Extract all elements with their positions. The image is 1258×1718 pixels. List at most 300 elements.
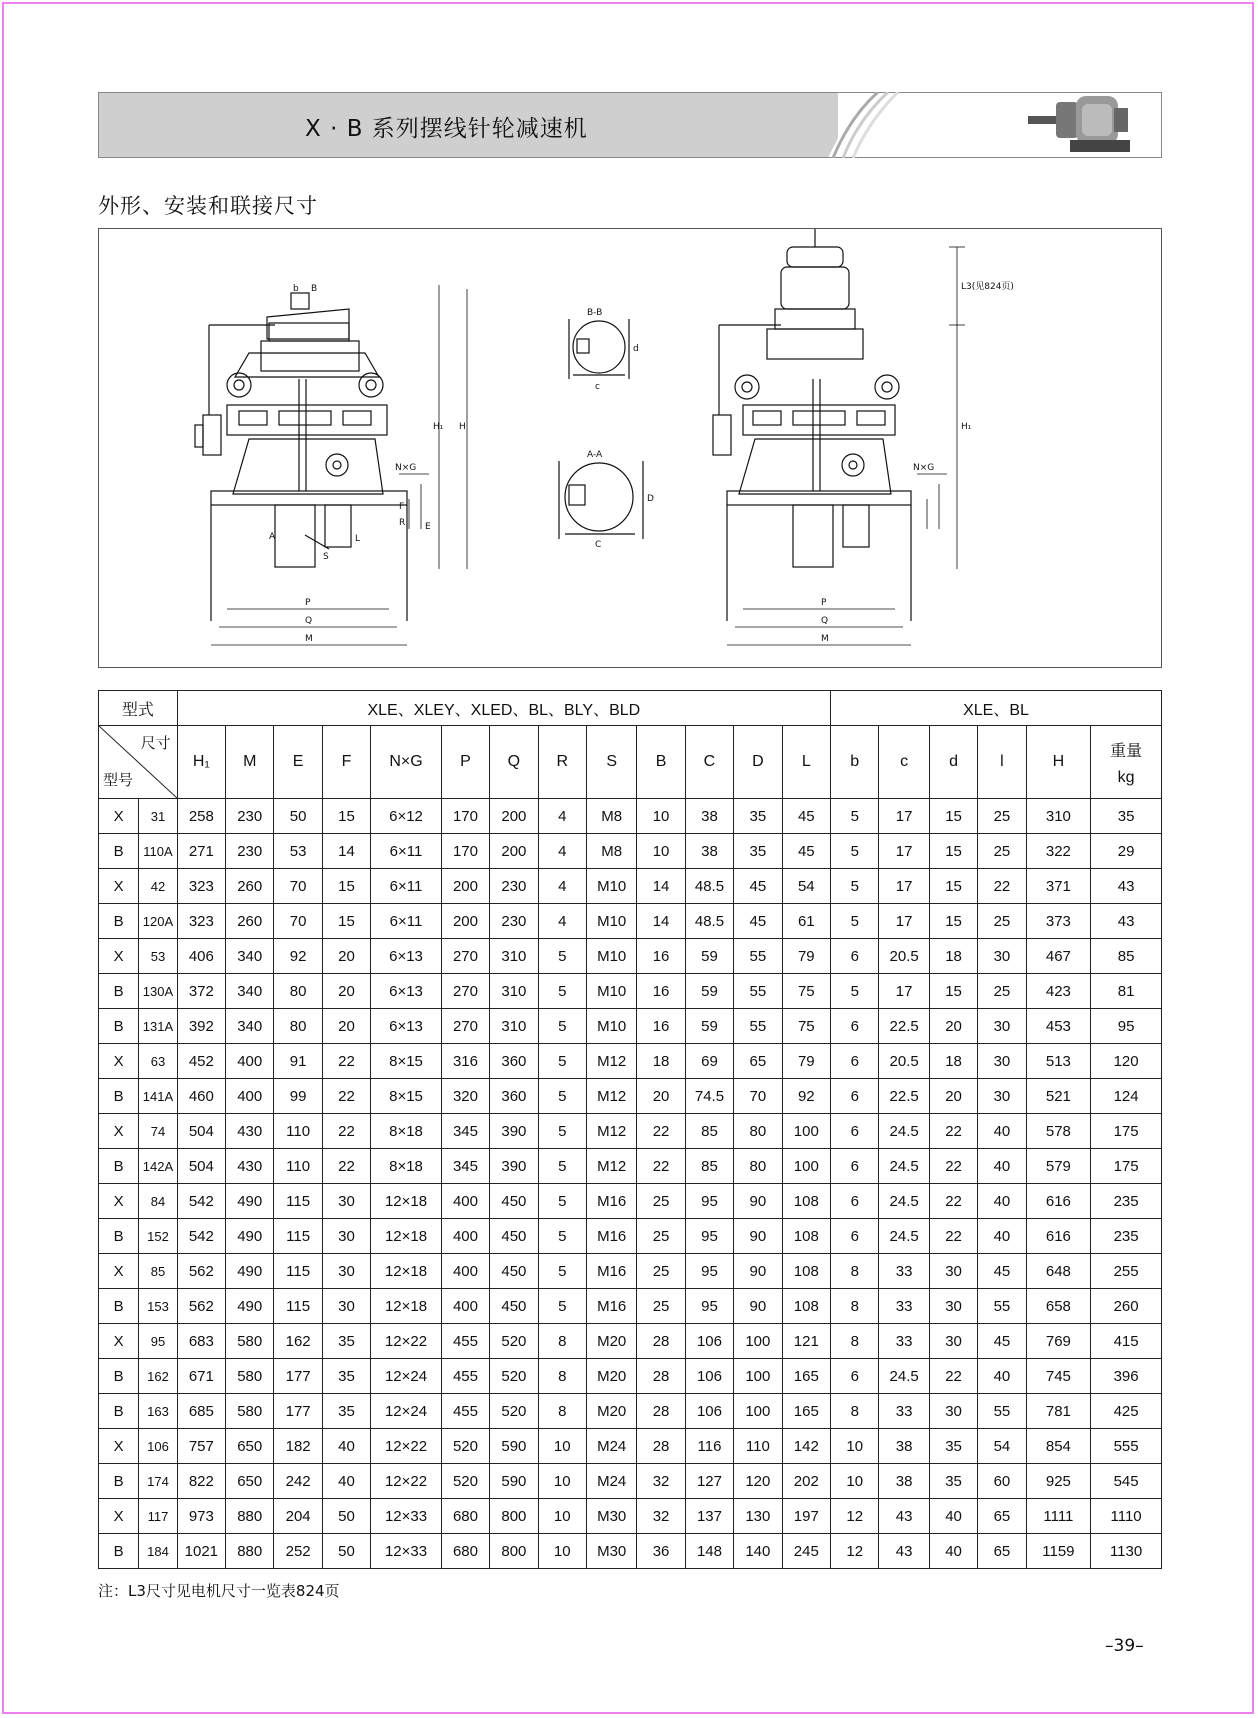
table-cell: 371: [1026, 869, 1091, 904]
model-cell: 31: [139, 799, 177, 834]
table-cell: 6: [831, 1184, 879, 1219]
table-cell: 6: [831, 1114, 879, 1149]
section-title: 外形、安装和联接尺寸: [98, 194, 318, 218]
table-cell: 20: [929, 1009, 977, 1044]
table-cell: M8: [586, 799, 636, 834]
weight-unit: kg: [1117, 768, 1135, 786]
table-cell: 12×24: [371, 1359, 442, 1394]
table-cell: 16: [637, 974, 685, 1009]
table-cell: 33: [879, 1254, 929, 1289]
model-cell: 106: [139, 1429, 177, 1464]
table-cell: 310: [1026, 799, 1091, 834]
section-view-bb: [569, 319, 629, 379]
table-cell: 22: [978, 869, 1026, 904]
dimension-table: [98, 690, 1162, 1569]
page-number: –39–: [1105, 1636, 1144, 1656]
dim-label-R: R: [399, 518, 406, 528]
table-cell: 323: [177, 869, 225, 904]
series-cell: B: [99, 1359, 139, 1394]
table-cell: 35: [734, 799, 782, 834]
table-row: [99, 1044, 1162, 1079]
table-cell: 45: [978, 1254, 1026, 1289]
table-cell: 92: [274, 939, 322, 974]
table-cell: 392: [177, 1009, 225, 1044]
table-cell: 40: [978, 1184, 1026, 1219]
table-cell: 430: [226, 1114, 274, 1149]
table-cell: 406: [177, 939, 225, 974]
table-cell: 100: [734, 1324, 782, 1359]
column-header: L: [782, 726, 831, 799]
table-cell: 5: [538, 939, 586, 974]
table-cell: M16: [586, 1184, 636, 1219]
table-cell: 490: [226, 1219, 274, 1254]
model-cell: 163: [139, 1394, 177, 1429]
table-cell: 650: [226, 1464, 274, 1499]
dim-label-H1-right: H₁: [961, 422, 972, 432]
table-cell: 175: [1091, 1149, 1162, 1184]
table-cell: 25: [978, 904, 1026, 939]
dim-label-P-right: P: [821, 598, 827, 608]
table-cell: 35: [1091, 799, 1162, 834]
table-cell: 579: [1026, 1149, 1091, 1184]
table-cell: 106: [685, 1394, 733, 1429]
table-cell: 17: [879, 799, 929, 834]
table-cell: 360: [490, 1044, 538, 1079]
table-cell: 230: [490, 904, 538, 939]
table-cell: 340: [226, 1009, 274, 1044]
table-row: [99, 1254, 1162, 1289]
table-cell: 204: [274, 1499, 322, 1534]
table-cell: 372: [177, 974, 225, 1009]
table-cell: 320: [441, 1079, 489, 1114]
table-cell: 25: [637, 1289, 685, 1324]
dim-label-D: D: [647, 494, 654, 504]
table-cell: 40: [929, 1499, 977, 1534]
table-cell: 75: [782, 974, 831, 1009]
table-cell: 235: [1091, 1184, 1162, 1219]
table-cell: 24.5: [879, 1219, 929, 1254]
table-cell: M30: [586, 1499, 636, 1534]
table-cell: 455: [441, 1394, 489, 1429]
table-cell: 61: [782, 904, 831, 939]
model-cell: 153: [139, 1289, 177, 1324]
dim-label-d: d: [633, 344, 639, 354]
column-header: H₁: [177, 726, 225, 799]
table-cell: 578: [1026, 1114, 1091, 1149]
table-cell: 55: [734, 974, 782, 1009]
table-cell: 15: [322, 869, 370, 904]
table-cell: 95: [685, 1184, 733, 1219]
table-cell: 5: [831, 869, 879, 904]
table-cell: 36: [637, 1534, 685, 1569]
table-cell: M20: [586, 1324, 636, 1359]
table-cell: 520: [490, 1394, 538, 1429]
table-cell: 22: [322, 1079, 370, 1114]
table-cell: 28: [637, 1394, 685, 1429]
table-row: [99, 1499, 1162, 1534]
dim-label-E: E: [425, 522, 431, 532]
table-cell: 1110: [1091, 1499, 1162, 1534]
table-cell: 230: [226, 834, 274, 869]
table-cell: 35: [929, 1464, 977, 1499]
table-cell: 16: [637, 939, 685, 974]
table-cell: 10: [637, 799, 685, 834]
table-cell: 20: [929, 1079, 977, 1114]
table-row: [99, 1429, 1162, 1464]
table-cell: 53: [274, 834, 322, 869]
table-cell: 8: [831, 1394, 879, 1429]
table-cell: 5: [538, 1044, 586, 1079]
model-cell: 120A: [139, 904, 177, 939]
table-cell: 108: [782, 1289, 831, 1324]
table-cell: 170: [441, 834, 489, 869]
table-cell: 230: [490, 869, 538, 904]
table-cell: 24.5: [879, 1184, 929, 1219]
column-header: Q: [490, 726, 538, 799]
table-row: [99, 1394, 1162, 1429]
table-cell: 252: [274, 1534, 322, 1569]
table-cell: 373: [1026, 904, 1091, 939]
table-cell: 650: [226, 1429, 274, 1464]
table-cell: 8: [831, 1254, 879, 1289]
table-cell: 15: [929, 869, 977, 904]
table-cell: 140: [734, 1534, 782, 1569]
table-cell: M24: [586, 1464, 636, 1499]
table-cell: 20.5: [879, 939, 929, 974]
section-label-bb: B-B: [587, 308, 603, 318]
table-cell: 504: [177, 1114, 225, 1149]
table-row: [99, 1464, 1162, 1499]
table-row: [99, 869, 1162, 904]
dim-label-c: c: [595, 382, 600, 392]
model-cell: 141A: [139, 1079, 177, 1114]
table-cell: 8: [538, 1324, 586, 1359]
table-cell: 28: [637, 1324, 685, 1359]
dim-label-C: C: [595, 540, 602, 550]
table-row: [99, 1359, 1162, 1394]
table-cell: 685: [177, 1394, 225, 1429]
table-cell: 16: [637, 1009, 685, 1044]
table-cell: 108: [782, 1184, 831, 1219]
table-cell: 580: [226, 1324, 274, 1359]
table-cell: 10: [831, 1429, 879, 1464]
model-cell: 42: [139, 869, 177, 904]
table-cell: 8×15: [371, 1079, 442, 1114]
table-cell: 310: [490, 974, 538, 1009]
table-cell: 20: [322, 1009, 370, 1044]
table-cell: 322: [1026, 834, 1091, 869]
table-cell: 5: [538, 1254, 586, 1289]
series-cell: B: [99, 1464, 139, 1499]
table-cell: 10: [538, 1534, 586, 1569]
table-cell: 12×22: [371, 1464, 442, 1499]
table-cell: 5: [538, 1219, 586, 1254]
table-cell: 5: [538, 974, 586, 1009]
table-cell: 30: [322, 1184, 370, 1219]
series-cell: X: [99, 1499, 139, 1534]
column-header: M: [226, 726, 274, 799]
table-cell: M8: [586, 834, 636, 869]
table-cell: 450: [490, 1254, 538, 1289]
table-cell: 8×18: [371, 1149, 442, 1184]
table-cell: 22.5: [879, 1079, 929, 1114]
table-cell: 15: [929, 904, 977, 939]
table-cell: 12×22: [371, 1429, 442, 1464]
table-cell: 80: [734, 1114, 782, 1149]
table-cell: 5: [538, 1079, 586, 1114]
table-cell: 200: [441, 869, 489, 904]
table-cell: 33: [879, 1394, 929, 1429]
table-row: [99, 1289, 1162, 1324]
dim-label-B: B: [311, 284, 318, 294]
table-cell: 17: [879, 834, 929, 869]
table-cell: 100: [734, 1394, 782, 1429]
table-cell: M10: [586, 904, 636, 939]
table-cell: 340: [226, 939, 274, 974]
column-header: C: [685, 726, 733, 799]
table-cell: 45: [734, 869, 782, 904]
dim-label-H1: H₁: [433, 422, 444, 432]
column-header: B: [637, 726, 685, 799]
table-cell: 925: [1026, 1464, 1091, 1499]
table-cell: 40: [978, 1219, 1026, 1254]
column-header: d: [929, 726, 977, 799]
series-cell: X: [99, 1429, 139, 1464]
table-cell: 35: [734, 834, 782, 869]
dim-label-L3: L3(见824页): [961, 282, 1014, 292]
table-cell: 55: [978, 1394, 1026, 1429]
table-cell: 580: [226, 1394, 274, 1429]
table-cell: 360: [490, 1079, 538, 1114]
table-cell: 200: [441, 904, 489, 939]
table-cell: 22: [929, 1219, 977, 1254]
table-cell: 33: [879, 1324, 929, 1359]
table-cell: 8: [831, 1289, 879, 1324]
table-cell: 258: [177, 799, 225, 834]
table-cell: 15: [322, 799, 370, 834]
table-cell: 520: [490, 1359, 538, 1394]
table-cell: 106: [685, 1359, 733, 1394]
model-cell: 110A: [139, 834, 177, 869]
model-cell: 131A: [139, 1009, 177, 1044]
corner-header: [99, 726, 178, 799]
table-row: [99, 904, 1162, 939]
table-cell: 340: [226, 974, 274, 1009]
table-cell: 32: [637, 1499, 685, 1534]
table-cell: 30: [322, 1289, 370, 1324]
table-cell: 12×22: [371, 1324, 442, 1359]
table-cell: 973: [177, 1499, 225, 1534]
model-type-header: 型式: [99, 691, 178, 726]
table-cell: 197: [782, 1499, 831, 1534]
table-cell: 390: [490, 1114, 538, 1149]
table-cell: 648: [1026, 1254, 1091, 1289]
table-cell: 50: [274, 799, 322, 834]
model-cell: 85: [139, 1254, 177, 1289]
table-cell: 5: [538, 1149, 586, 1184]
table-cell: 562: [177, 1289, 225, 1324]
table-cell: 6×11: [371, 904, 442, 939]
table-cell: 115: [274, 1289, 322, 1324]
table-cell: 43: [879, 1534, 929, 1569]
table-cell: 18: [929, 1044, 977, 1079]
table-cell: 400: [226, 1079, 274, 1114]
table-cell: M12: [586, 1079, 636, 1114]
table-cell: 12×24: [371, 1394, 442, 1429]
table-cell: 5: [538, 1114, 586, 1149]
dim-label-S: S: [323, 552, 329, 562]
table-cell: 38: [879, 1464, 929, 1499]
table-cell: 6×13: [371, 1009, 442, 1044]
table-cell: M12: [586, 1114, 636, 1149]
table-cell: 65: [978, 1499, 1026, 1534]
table-cell: M10: [586, 974, 636, 1009]
table-cell: 6×11: [371, 834, 442, 869]
table-cell: 22: [322, 1149, 370, 1184]
table-cell: 12: [831, 1534, 879, 1569]
table-cell: 800: [490, 1499, 538, 1534]
table-cell: 100: [782, 1149, 831, 1184]
series-cell: B: [99, 904, 139, 939]
table-cell: 40: [322, 1464, 370, 1499]
table-cell: 110: [274, 1149, 322, 1184]
series-cell: B: [99, 1009, 139, 1044]
table-cell: 745: [1026, 1359, 1091, 1394]
table-cell: 8: [538, 1394, 586, 1429]
left-reducer-drawing: [195, 293, 407, 621]
table-cell: 30: [978, 1009, 1026, 1044]
table-cell: 35: [929, 1429, 977, 1464]
column-header: c: [879, 726, 929, 799]
table-cell: 20: [322, 939, 370, 974]
footnote: 注：L3尺寸见电机尺寸一览表824页: [98, 1582, 340, 1600]
table-cell: 6: [831, 939, 879, 974]
table-cell: 30: [929, 1394, 977, 1429]
table-cell: 6×12: [371, 799, 442, 834]
table-cell: 18: [637, 1044, 685, 1079]
table-cell: 121: [782, 1324, 831, 1359]
table-cell: 24.5: [879, 1149, 929, 1184]
table-cell: 12: [831, 1499, 879, 1534]
table-cell: 880: [226, 1534, 274, 1569]
table-cell: 1111: [1026, 1499, 1091, 1534]
model-cell: 174: [139, 1464, 177, 1499]
table-cell: 120: [1091, 1044, 1162, 1079]
table-cell: 59: [685, 1009, 733, 1044]
table-cell: 14: [637, 904, 685, 939]
table-cell: 22: [637, 1149, 685, 1184]
table-cell: 542: [177, 1219, 225, 1254]
model-cell: 152: [139, 1219, 177, 1254]
table-cell: 757: [177, 1429, 225, 1464]
table-cell: 260: [226, 904, 274, 939]
model-cell: 117: [139, 1499, 177, 1534]
table-cell: 6: [831, 1009, 879, 1044]
model-cell: 142A: [139, 1149, 177, 1184]
table-cell: 22: [929, 1114, 977, 1149]
model-cell: 184: [139, 1534, 177, 1569]
table-cell: 400: [441, 1254, 489, 1289]
table-cell: 30: [978, 939, 1026, 974]
table-cell: 22: [929, 1359, 977, 1394]
table-cell: 50: [322, 1534, 370, 1569]
table-cell: 22: [929, 1149, 977, 1184]
table-cell: 200: [490, 799, 538, 834]
table-cell: 323: [177, 904, 225, 939]
table-cell: 504: [177, 1149, 225, 1184]
table-cell: 148: [685, 1534, 733, 1569]
dim-label-NxG-right: N×G: [913, 463, 935, 473]
table-cell: 30: [322, 1254, 370, 1289]
table-cell: 85: [1091, 939, 1162, 974]
table-cell: 85: [685, 1149, 733, 1184]
table-cell: 562: [177, 1254, 225, 1289]
table-cell: 854: [1026, 1429, 1091, 1464]
table-cell: 616: [1026, 1184, 1091, 1219]
series-cell: B: [99, 1079, 139, 1114]
table-cell: 10: [538, 1464, 586, 1499]
dim-label-NxG: N×G: [395, 463, 417, 473]
table-cell: 400: [441, 1289, 489, 1324]
table-cell: 70: [274, 904, 322, 939]
table-cell: 452: [177, 1044, 225, 1079]
table-cell: 396: [1091, 1359, 1162, 1394]
column-header: P: [441, 726, 489, 799]
table-cell: 490: [226, 1184, 274, 1219]
table-cell: 590: [490, 1429, 538, 1464]
column-header: b: [831, 726, 879, 799]
table-cell: 165: [782, 1394, 831, 1429]
dim-label-F: F: [399, 502, 405, 512]
table-cell: 1021: [177, 1534, 225, 1569]
table-cell: 683: [177, 1324, 225, 1359]
table-cell: 453: [1026, 1009, 1091, 1044]
table-cell: 490: [226, 1289, 274, 1324]
table-cell: M12: [586, 1044, 636, 1079]
table-cell: 12×33: [371, 1499, 442, 1534]
table-cell: 95: [1091, 1009, 1162, 1044]
table-cell: 270: [441, 974, 489, 1009]
table-cell: 260: [1091, 1289, 1162, 1324]
table-cell: 270: [441, 939, 489, 974]
series-cell: X: [99, 1254, 139, 1289]
table-cell: 22: [322, 1114, 370, 1149]
table-cell: 520: [441, 1464, 489, 1499]
table-cell: 513: [1026, 1044, 1091, 1079]
table-cell: M20: [586, 1394, 636, 1429]
table-cell: 100: [734, 1359, 782, 1394]
table-cell: 6: [831, 1219, 879, 1254]
table-cell: 110: [274, 1114, 322, 1149]
table-cell: 555: [1091, 1429, 1162, 1464]
series-cell: B: [99, 1534, 139, 1569]
section-view-aa: [559, 461, 643, 539]
table-cell: 32: [637, 1464, 685, 1499]
table-cell: 467: [1026, 939, 1091, 974]
table-cell: 12×33: [371, 1534, 442, 1569]
series-cell: B: [99, 1289, 139, 1324]
page-title: X · B 系列摆线针轮减速机: [305, 116, 588, 142]
series-cell: X: [99, 939, 139, 974]
table-row: [99, 1534, 1162, 1569]
table-cell: 177: [274, 1394, 322, 1429]
corner-model-label: 型号: [103, 772, 134, 789]
column-header: N×G: [371, 726, 442, 799]
series-cell: X: [99, 1324, 139, 1359]
table-cell: 680: [441, 1499, 489, 1534]
table-cell: 115: [274, 1184, 322, 1219]
table-cell: 245: [782, 1534, 831, 1569]
